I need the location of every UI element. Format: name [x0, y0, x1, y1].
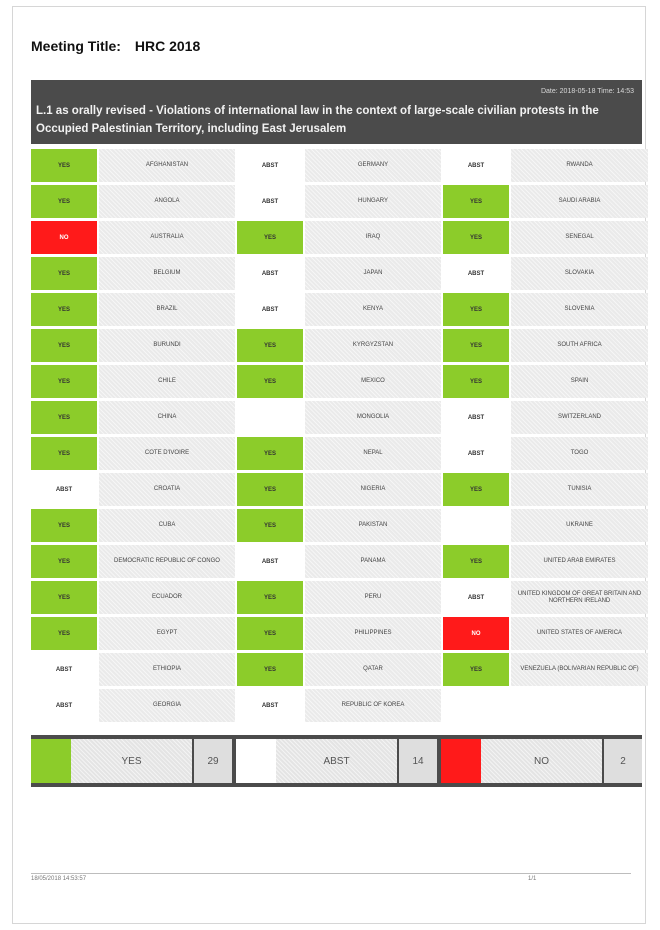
country-cell: SPAIN: [511, 365, 648, 398]
vote-date: Date: 2018-05-18 Time: 14:53: [540, 88, 634, 95]
footer-date: 18/05/2018 14:53:57: [31, 876, 87, 882]
country-cell: REPUBLIC OF KOREA: [305, 689, 441, 722]
meeting-title-label: Meeting Title:: [31, 38, 121, 54]
vote-cell: ABST: [443, 257, 509, 290]
vote-cell: YES: [237, 617, 303, 650]
country-cell: CHILE: [99, 365, 235, 398]
country-cell: UNITED STATES OF AMERICA: [511, 617, 648, 650]
vote-cell: YES: [31, 329, 97, 362]
total-count: 14: [397, 739, 437, 783]
country-cell: KYRGYZSTAN: [305, 329, 441, 362]
country-cell: SWITZERLAND: [511, 401, 648, 434]
vote-cell: YES: [443, 185, 509, 218]
meeting-title-value: HRC 2018: [134, 38, 201, 54]
country-cell: PAKISTAN: [305, 509, 441, 542]
country-cell: UNITED KINGDOM OF GREAT BRITAIN AND NORTHERN IRELAND: [511, 581, 648, 614]
country-cell: ETHIOPIA: [99, 653, 235, 686]
vote-cell: ABST: [237, 185, 303, 218]
total-no: [441, 739, 642, 783]
total-swatch-abst: [236, 739, 276, 783]
country-cell: MEXICO: [305, 365, 441, 398]
country-cell: ANGOLA: [99, 185, 235, 218]
country-cell: BURUNDI: [99, 329, 235, 362]
country-cell: SOUTH AFRICA: [511, 329, 648, 362]
country-cell: SAUDI ARABIA: [511, 185, 648, 218]
vote-cell: ABST: [31, 473, 97, 506]
country-cell: SLOVAKIA: [511, 257, 648, 290]
country-cell: QATAR: [305, 653, 441, 686]
resolution-title: L.1 as orally revised - Violations of international law in the context of large-scale civilian protests in the Occupied Palestinian Territory, including East Jerusalem: [36, 105, 599, 135]
country-cell: RWANDA: [511, 149, 648, 182]
vote-cell: YES: [237, 221, 303, 254]
vote-cell: YES: [237, 329, 303, 362]
vote-cell: YES: [31, 185, 97, 218]
country-cell: MONGOLIA: [305, 401, 441, 434]
vote-cell: YES: [443, 365, 509, 398]
country-cell: KENYA: [305, 293, 441, 326]
vote-cell: YES: [31, 509, 97, 542]
country-cell: PANAMA: [305, 545, 441, 578]
vote-cell: YES: [237, 653, 303, 686]
vote-cell: ABST: [237, 149, 303, 182]
total-swatch-no: [441, 739, 481, 783]
country-cell: ECUADOR: [99, 581, 235, 614]
vote-cell: YES: [443, 653, 509, 686]
vote-cell: YES: [237, 581, 303, 614]
vote-cell: YES: [443, 329, 509, 362]
vote-cell: NO: [443, 617, 509, 650]
vote-grid: [31, 149, 642, 722]
total-abst: [236, 739, 437, 783]
vote-cell: [443, 509, 509, 542]
vote-cell: YES: [31, 437, 97, 470]
total-yes: [31, 739, 232, 783]
meeting-title: [31, 38, 200, 54]
vote-cell: ABST: [31, 653, 97, 686]
country-cell: SLOVENIA: [511, 293, 648, 326]
country-cell: PERU: [305, 581, 441, 614]
total-label: YES: [71, 739, 192, 783]
totals-bar: [31, 735, 642, 787]
country-cell: UKRAINE: [511, 509, 648, 542]
country-cell: AFGHANISTAN: [99, 149, 235, 182]
total-count: 2: [602, 739, 642, 783]
vote-cell: YES: [31, 581, 97, 614]
vote-cell: YES: [237, 509, 303, 542]
country-cell: HUNGARY: [305, 185, 441, 218]
vote-cell: YES: [31, 293, 97, 326]
vote-cell: [443, 689, 509, 722]
vote-cell: YES: [237, 473, 303, 506]
footer-rule: [31, 873, 631, 874]
country-cell: JAPAN: [305, 257, 441, 290]
total-count: 29: [192, 739, 232, 783]
country-cell: TUNISIA: [511, 473, 648, 506]
vote-cell: YES: [31, 257, 97, 290]
country-cell: BRAZIL: [99, 293, 235, 326]
vote-cell: ABST: [237, 545, 303, 578]
vote-cell: YES: [31, 617, 97, 650]
country-cell: CROATIA: [99, 473, 235, 506]
country-cell: AUSTRALIA: [99, 221, 235, 254]
vote-cell: ABST: [237, 257, 303, 290]
total-swatch-yes: [31, 739, 71, 783]
country-cell: VENEZUELA (BOLIVARIAN REPUBLIC OF): [511, 653, 648, 686]
country-cell: SENEGAL: [511, 221, 648, 254]
vote-cell: NO: [31, 221, 97, 254]
total-label: ABST: [276, 739, 397, 783]
vote-cell: ABST: [443, 581, 509, 614]
country-cell: CUBA: [99, 509, 235, 542]
country-cell: EGYPT: [99, 617, 235, 650]
country-cell: GERMANY: [305, 149, 441, 182]
vote-cell: YES: [31, 401, 97, 434]
resolution-header: [31, 80, 642, 144]
country-cell: TOGO: [511, 437, 648, 470]
vote-cell: YES: [443, 293, 509, 326]
vote-cell: YES: [31, 545, 97, 578]
country-cell: DEMOCRATIC REPUBLIC OF CONGO: [99, 545, 235, 578]
country-cell: NEPAL: [305, 437, 441, 470]
vote-cell: ABST: [31, 689, 97, 722]
country-cell: NIGERIA: [305, 473, 441, 506]
vote-cell: YES: [31, 149, 97, 182]
footer-page-number: 1/1: [528, 876, 537, 882]
total-label: NO: [481, 739, 602, 783]
vote-cell: [237, 401, 303, 434]
vote-cell: YES: [443, 545, 509, 578]
vote-cell: YES: [443, 221, 509, 254]
vote-cell: ABST: [237, 293, 303, 326]
country-cell: [511, 689, 648, 722]
vote-cell: ABST: [443, 401, 509, 434]
country-cell: BELGIUM: [99, 257, 235, 290]
vote-cell: ABST: [443, 437, 509, 470]
country-cell: CHINA: [99, 401, 235, 434]
country-cell: COTE D'IVOIRE: [99, 437, 235, 470]
vote-cell: YES: [237, 365, 303, 398]
vote-cell: YES: [237, 437, 303, 470]
vote-cell: YES: [31, 365, 97, 398]
country-cell: UNITED ARAB EMIRATES: [511, 545, 648, 578]
country-cell: GEORGIA: [99, 689, 235, 722]
vote-cell: YES: [443, 473, 509, 506]
country-cell: PHILIPPINES: [305, 617, 441, 650]
country-cell: IRAQ: [305, 221, 441, 254]
vote-cell: ABST: [237, 689, 303, 722]
vote-cell: ABST: [443, 149, 509, 182]
